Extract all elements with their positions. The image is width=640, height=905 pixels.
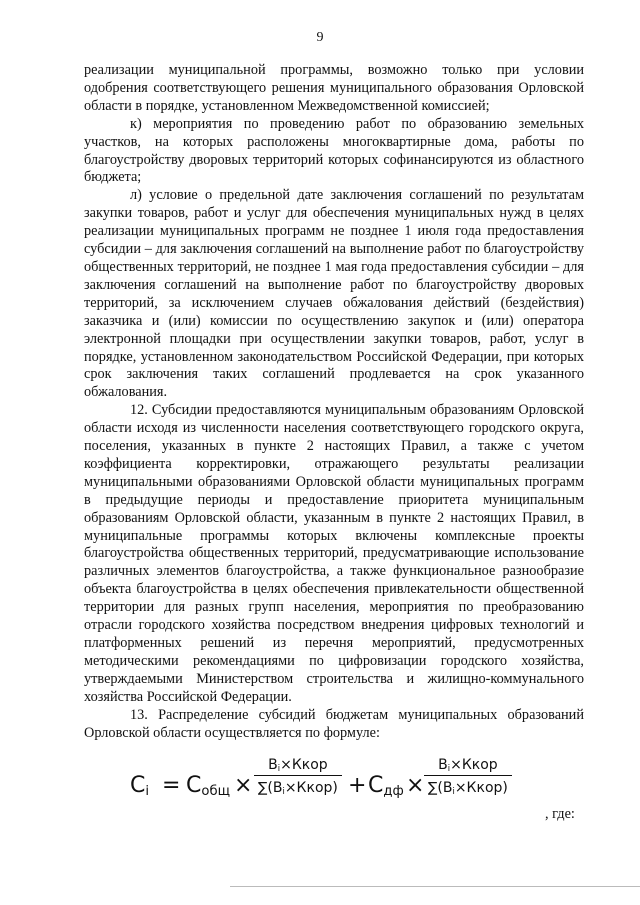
formula-plus: + xyxy=(348,773,367,798)
formula-equals: = xyxy=(162,773,181,798)
document-body xyxy=(84,62,584,742)
fraction-2-denominator: ∑(Bi×Ккор) xyxy=(428,780,508,796)
paragraph-continuation: реализации муниципальной программы, возможно только при условии одобрения соответствующего решения муниципального образования Орловской области в порядке, установленном Межведомственной комиссией; xyxy=(84,62,584,114)
paragraph-13: 13. Распределение субсидий бюджетам муниципальных образований Орловской области осуществляется по формуле: xyxy=(84,706,584,741)
fraction-2-numerator: Bi×Ккор xyxy=(424,755,512,776)
formula-where-label: , где: xyxy=(545,806,575,822)
formula-lhs: Ci xyxy=(130,773,150,799)
fraction-1-denominator: ∑(Bi×Ккор) xyxy=(258,780,338,796)
fraction-1-numerator: Bi×Ккор xyxy=(254,755,342,776)
formula-c-df: Cдф xyxy=(368,773,404,799)
paragraph-k: к) мероприятия по проведению работ по образованию земельных участков, на которых расположены многоквартирные дома, работы по благоустройству дворовых территорий которых софинансируются из областного бюджета; xyxy=(84,115,584,186)
formula-fraction-1 xyxy=(254,755,342,796)
formula-c-total: Cобщ xyxy=(186,773,230,799)
page-number: 9 xyxy=(316,30,324,45)
distribution-formula xyxy=(130,755,510,815)
footer-divider xyxy=(230,886,640,887)
paragraph-12: 12. Субсидии предоставляются муниципальным образованиям Орловской области исходя из численности населения соответствующего городского округа, поселения, указанных в пункте 2 настоящих Правил, а также с учетом коэффициента корректировки, отражающего результаты реализации муниципальными образованиями Орловской области муниципальных программ в предыдущие периоды и предоставление приоритета муниципальным образованиям Орловской области, указанным в пункте 2 настоящих Правил, в муниципальные программы которых включены комплексные проекты благоустройства общественных территорий, предусматривающие использование различных элементов благоустройства, а также функциональное разнообразие объекта благоустройства в целях обеспечения привлекательности общественной территории для разных групп населения, мероприятия по преобразованию отрасли городского хозяйства посредством внедрения цифровых технологий и платформенных решений из перечня мероприятий, предусмотренных методическими рекомендациями по цифровизации городского хозяйства, утверждаемыми Министерством строительства и жилищно-коммунального хозяйства Российской Федерации. xyxy=(84,402,584,705)
formula-times-2: × xyxy=(406,773,425,798)
paragraph-l: л) условие о предельной дате заключения соглашений по результатам закупки товаров, работ и услуг для обеспечения муниципальных нужд в целях реализации муниципальных программ не позднее 1 июля года предоставления субсидии – для заключения соглашений на выполнение работ по благоустройству общественных территорий, не позднее 1 мая года предоставления субсидии – для заключения соглашений на выполнение работ по благоустройству дворовых территорий, за исключением случаев обжалования действий (бездействия) заказчика и (или) комиссии по осуществлению закупок и (или) оператора электронной площадки при осуществлении закупки товаров, работ, услуг в порядке, установленном законодательством Российской Федерации, при которых срок заключения таких соглашений продлевается на срок указанного обжалования. xyxy=(84,187,584,401)
formula-times-1: × xyxy=(234,773,253,798)
formula-fraction-2 xyxy=(424,755,512,796)
